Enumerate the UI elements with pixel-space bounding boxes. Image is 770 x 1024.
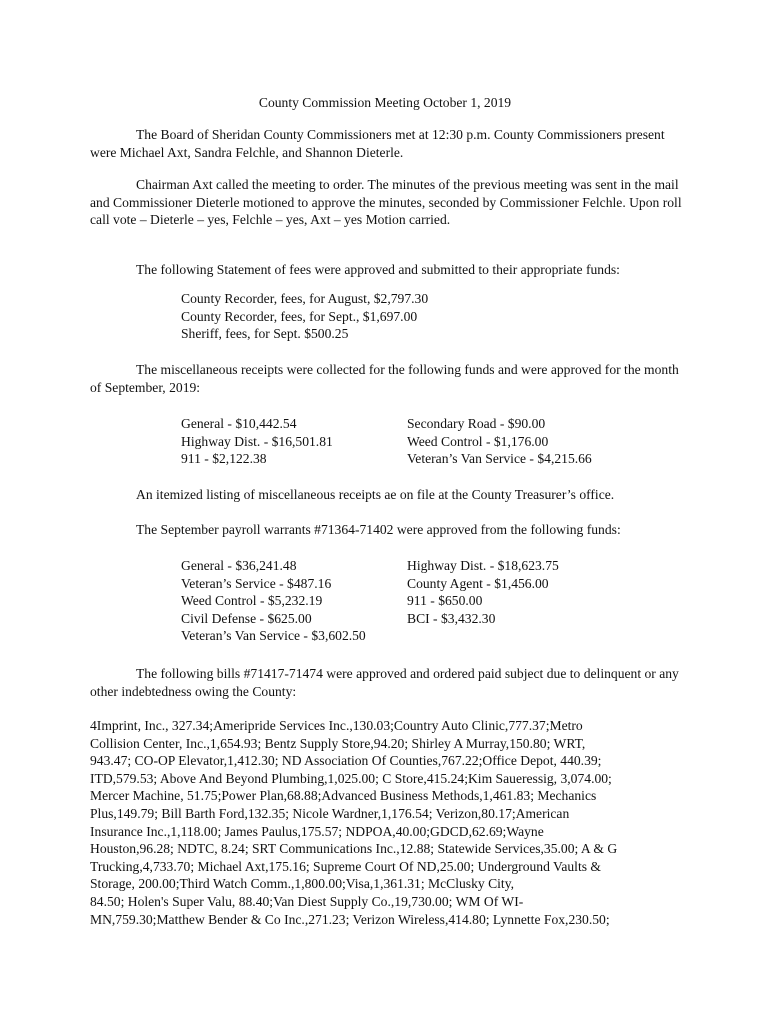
payroll-item: Highway Dist. - $18,623.75 — [407, 558, 559, 573]
payroll-item: BCI - $3,432.30 — [407, 610, 496, 626]
bills-line: Collision Center, Inc.,1,654.93; Bentz Supply Store,94.20; Shirley A Murray,150.80; WRT, — [90, 735, 586, 751]
receipt-item: Veteran’s Van Service - $4,215.66 — [407, 451, 592, 467]
bills-line: MN,759.30;Matthew Bender & Co Inc.,271.23; Verizon Wireless,414.80; Lynnette Fox,230.50; — [90, 911, 610, 927]
receipts-list-left — [181, 415, 333, 468]
bills-line: 84.50; Holen's Super Valu, 88.40;Van Diest Supply Co.,19,730.00; WM Of WI- — [90, 893, 524, 909]
fee-item: County Recorder, fees, for August, $2,797.30 — [181, 291, 429, 306]
fees-list — [181, 290, 428, 343]
bills-line: ITD,579.53; Above And Beyond Plumbing,1,025.00; C Store,415.24;Kim Saueressig, 3,074.00; — [90, 770, 612, 786]
payroll-item: Veteran’s Service - $487.16 — [181, 575, 332, 591]
bills-line: 4Imprint, Inc., 327.34;Ameripride Services Inc.,130.03;Country Auto Clinic,777.37;Metro — [90, 718, 583, 733]
payroll-item: Veteran’s Van Service - $3,602.50 — [181, 628, 366, 644]
payroll-item: County Agent - $1,456.00 — [407, 575, 549, 591]
bills-listing — [90, 717, 710, 928]
payroll-list-right — [407, 557, 559, 627]
receipts-list-right — [407, 415, 592, 468]
receipt-item: General - $10,442.54 — [181, 416, 297, 431]
receipt-item: Secondary Road - $90.00 — [407, 416, 546, 431]
fee-item: County Recorder, fees, for Sept., $1,697.00 — [181, 308, 418, 324]
itemized-listing-paragraph: An itemized listing of miscellaneous receipts ae on file at the County Treasurer’s office. — [136, 487, 615, 502]
bills-intro-paragraph: The following bills #71417-71474 were approved and ordered paid subject due to delinquent or any other indebtedness owing the County: — [90, 666, 679, 699]
receipt-item: Highway Dist. - $16,501.81 — [181, 433, 333, 449]
payroll-item: General - $36,241.48 — [181, 558, 297, 573]
receipt-item: 911 - $2,122.38 — [181, 451, 267, 467]
bills-line: Storage, 200.00;Third Watch Comm.,1,800.00;Visa,1,361.31; McClusky City, — [90, 876, 515, 892]
bills-line: Trucking,4,733.70; Michael Axt,175.16; Supreme Court Of ND,25.00; Underground Vaults & — [90, 858, 601, 874]
meeting-title: County Commission Meeting October 1, 2019 — [258, 95, 512, 110]
payroll-item: 911 - $650.00 — [407, 593, 483, 609]
bills-line: Mercer Machine, 51.75;Power Plan,68.88;Advanced Business Methods,1,461.83; Mechanics — [90, 788, 597, 804]
attendance-paragraph: The Board of Sheridan County Commissioners met at 12:30 p.m. County Commissioners present were Michael Axt, Sandra Felchle, and Shannon Dieterle. — [90, 127, 665, 160]
bills-line: Houston,96.28; NDTC, 8.24; SRT Communications Inc.,12.88; Statewide Services,35.00; A & G — [90, 841, 618, 857]
payroll-item: Civil Defense - $625.00 — [181, 610, 312, 626]
fees-intro-paragraph: The following Statement of fees were approved and submitted to their appropriate funds: — [136, 262, 620, 277]
call-to-order-paragraph: Chairman Axt called the meeting to order. The minutes of the previous meeting was sent in the mail and Commissioner Dieterle motioned to approve the minutes, seconded by Commissioner Felchle. Upon roll call vote – Dieterle – yes, Felchle – yes, Axt – yes Motion carried. — [90, 177, 682, 228]
payroll-list-left — [181, 557, 366, 645]
payroll-intro-paragraph: The September payroll warrants #71364-71402 were approved from the following funds: — [136, 522, 621, 537]
bills-line: Plus,149.79; Bill Barth Ford,132.35; Nicole Wardner,1,176.54; Verizon,80.17;American — [90, 805, 570, 821]
payroll-item: Weed Control - $5,232.19 — [181, 593, 323, 609]
receipt-item: Weed Control - $1,176.00 — [407, 433, 549, 449]
fee-item: Sheriff, fees, for Sept. $500.25 — [181, 326, 349, 342]
bills-line: 943.47; CO-OP Elevator,1,412.30; ND Association Of Counties,767.22;Office Depot, 440.39; — [90, 753, 602, 769]
bills-line: Insurance Inc.,1,118.00; James Paulus,175.57; NDPOA,40.00;GDCD,62.69;Wayne — [90, 823, 544, 839]
receipts-intro-paragraph: The miscellaneous receipts were collected for the following funds and were approved for the month of September, 2019: — [90, 362, 679, 395]
